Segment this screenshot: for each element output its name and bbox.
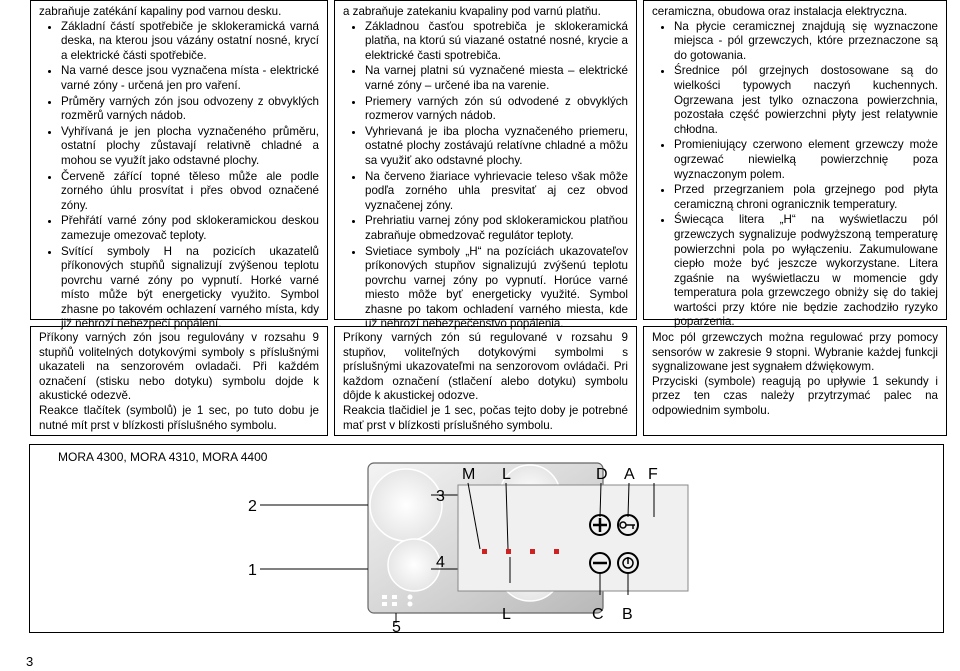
cooking-zone-2: [370, 469, 442, 541]
list-item: • Świecąca litera „H“ na wyświetlaczu pól grzewczych sygnalizuje podwyższoną temperaturę powierzchni pola po wyłączeniu. Zakumulowane ciepło może być jeszcze wykorzystane. Litera zgaśnie na wyświetlaczu w momencie gdy temperatura pola grzewczego obniży się do takiej wartości przy które nie będzie zachodziło ryzyko poparzenia.: [674, 213, 938, 330]
slovak-intro-line: a zabraňuje zatekaniu kvapaliny pod varnú platňu.: [343, 5, 601, 18]
zone-label-4: 4: [436, 554, 445, 571]
label-A: A: [624, 466, 635, 483]
slovak-bullet-list: [343, 20, 628, 332]
list-item: • Promieniujący czerwono element grzewczy może ogrzewać niewielką powierzchnię poza wyznaczonym polem.: [674, 138, 938, 182]
list-item: • Przed przegrzaniem pola grzejnego pod płyta ceramiczną chroni ogranicznik temperatury.: [674, 183, 938, 212]
list-item: • Vyhrievaná je iba plocha vyznačeného priemeru, ostatné plochy zostávajú relatívne chladné a môžu sa využiť ako odstavné plochy.: [365, 125, 628, 169]
polish-controls-paragraph-1: Moc pól grzewczych można regulować przy pomocy sensorów w zakresie 9 stopni. Wybranie każdej funkcji sygnalizowane jest sygnałem dźwiękowym.: [652, 331, 938, 374]
list-item: • Základní částí spotřebiče je sklokeramická varná deska, na kterou jsou vázány ostatní nosné, krycí a elektrické části spotřebiče.: [61, 20, 319, 64]
list-item: • Přehřátí varné zóny pod sklokeramickou deskou zamezuje omezovač teploty.: [61, 214, 319, 243]
cooking-zone-1: [388, 539, 440, 591]
hob-diagram-box: [29, 444, 944, 636]
slovak-controls-paragraph-2: Reakcia tlačidiel je 1 sec, počas tejto doby je potrebné mať prst v blízkosti príslušného symbolu.: [343, 403, 628, 432]
label-C: C: [592, 606, 604, 623]
list-item: • Na varné desce jsou vyznačena místa - elektrické varné zóny - určená jen pro vaření.: [61, 64, 319, 93]
list-item: • Na płycie ceramicznej znajdują się wyznaczone miejsca - pól grzewczych, które przeznaczone są do gotowania.: [674, 20, 938, 64]
zone-label-3: 3: [436, 488, 445, 505]
list-item: • Červeně zářící topné těleso může ale podle zorného úhlu prosvítat i přes obvod označené zóny.: [61, 170, 319, 214]
list-item: • Prehriatiu varnej zóny pod sklokeramickou platňou zabraňuje obmedzovač regulátor teploty.: [365, 214, 628, 243]
list-item: • Na červeno žiariace vyhrievacie teleso však môže podľa zorného uhla presvitať aj cez obvod vyznačenej zóny.: [365, 170, 628, 214]
label-B: B: [622, 606, 633, 623]
zone-label-2: 2: [248, 498, 257, 515]
list-item: • Základnou časťou spotrebiča je sklokeramická platňa, na ktorú sú viazané ostatné nosné, krycie a elektrické časti spotrebiča.: [365, 20, 628, 64]
page-number: 3: [26, 654, 34, 669]
list-item: • Vyhřívaná je jen plocha vyznačeného průměru, ostatní plochy zůstavají relativně chladné a mohou se využít jako odstavné plochy.: [61, 125, 319, 169]
label-M: M: [462, 466, 476, 483]
czech-intro-line: zabraňuje zatékání kapaliny pod varnou desku.: [39, 5, 282, 18]
polish-controls-paragraph-2: Przyciski (symbole) reagują po upływie 1 sekundy i przez ten czas należy przytrzymać palec na odpowiednim symbolu.: [652, 374, 938, 417]
label-F: F: [648, 466, 658, 483]
list-item: • Svítící symboly H na pozicích ukazatelů příkonových stupňů signalizují zvýšenou teplotu povrchu varné zóny po vypnutí. Horké varné místo může být energeticky využito. Symbol zhasne po takovém ochlazení varného místa, kdy již nehrozí nebezpečí popálení.: [61, 245, 319, 333]
label-D: D: [596, 466, 608, 483]
model-title: MORA 4300, MORA 4310, MORA 4400: [58, 450, 268, 464]
polish-intro-line: ceramiczna, obudowa oraz instalacja elektryczna.: [652, 5, 908, 18]
list-item: • Svietiace symboly „H“ na pozíciách ukazovateľov príkonových stupňov signalizujú zvýšenú teplotu povrchu varnej zóny po vypnutí. Horúce varné miesto môže byť energeticky využité. Symbol zhasne po takom ochladení varného miesta, kde už nehrozí nebezpečenstvo popálenia.: [365, 245, 628, 333]
czech-controls-paragraph-2: Reakce tlačítek (symbolů) je 1 sec, po tuto dobu je nutné mít prst v blízkosti příslušného symbolu.: [39, 403, 319, 432]
czech-controls-paragraph-1: Příkony varných zón jsou regulovány v rozsahu 9 stupňů volitelných dotykovými symboly s příslušnými ukazateli na senzorovém ovladači. Při každém označení (stisku nebo dotyku) symbolu dojde k akustické odezvě.: [39, 331, 319, 403]
hob-diagram: [30, 445, 943, 636]
czech-features-box: [30, 0, 328, 331]
list-item: • Średnice pól grzejnych dostosowane są do wielkości typowych naczyń kuchennych. Ogrzewana jest tylko oznaczona powierzchnia, pozostała część powierzchni płyty jest relatywnie chłodna.: [674, 64, 938, 137]
polish-bullet-list: [652, 20, 938, 330]
slovak-features-box: [334, 0, 637, 331]
label-L-top: L: [502, 466, 511, 483]
list-item: • Priemery varných zón sú odvodené z obvyklých rozmerov varných nádob.: [365, 95, 628, 124]
polish-controls-box: [643, 326, 947, 436]
plus-icon[interactable]: [590, 515, 610, 535]
zone-label-5: 5: [392, 619, 401, 636]
slovak-controls-paragraph-1: Príkony varných zón sú regulované v rozsahu 9 stupňov, voliteľných dotykovými symbolmi s príslušnými ukazovateľmi na senzorovom ovládači. Pri každom označení (stlačení alebo dotyku) symbolu dôjde k akustickej odozve.: [343, 331, 628, 403]
label-L-bottom: L: [502, 606, 511, 623]
czech-bullet-list: [39, 20, 319, 332]
czech-controls-box: [30, 326, 328, 436]
slovak-controls-box: [334, 326, 637, 436]
zone-label-1: 1: [248, 562, 257, 579]
list-item: • Průměry varných zón jsou odvozeny z obvyklých rozměrů varných nádob.: [61, 95, 319, 124]
polish-features-box: [643, 0, 947, 329]
list-item: • Na varnej platni sú vyznačené miesta – elektrické varné zóny – určené iba na varenie.: [365, 64, 628, 93]
